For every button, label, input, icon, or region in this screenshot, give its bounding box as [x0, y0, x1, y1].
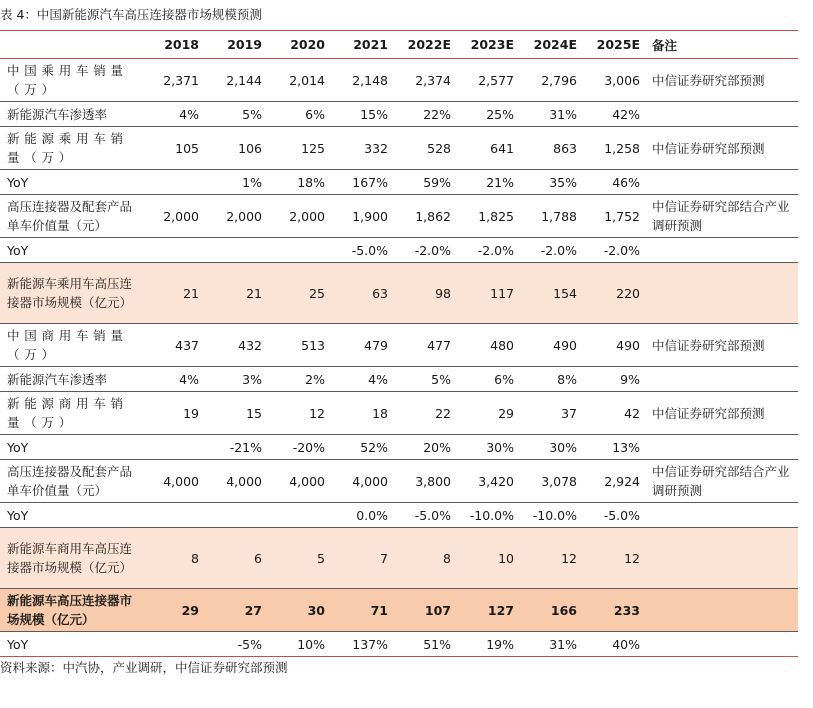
- value-cell: [203, 503, 266, 528]
- table-row: [0, 263, 798, 324]
- column-header: [0, 31, 140, 59]
- value-cell: 1,258: [581, 127, 644, 170]
- value-cell: 477: [392, 324, 455, 367]
- value-cell: 2,000: [203, 195, 266, 238]
- value-cell: 35%: [518, 170, 581, 195]
- value-cell: 15%: [329, 102, 392, 127]
- value-cell: 863: [518, 127, 581, 170]
- value-cell: 22%: [392, 102, 455, 127]
- table-row: [0, 589, 798, 632]
- value-cell: 1,788: [518, 195, 581, 238]
- row-label: 新能源乘用车销量（万）: [0, 127, 140, 170]
- column-header: 备注: [644, 31, 798, 59]
- value-cell: 233: [581, 589, 644, 632]
- value-cell: 46%: [581, 170, 644, 195]
- value-cell: -21%: [203, 435, 266, 460]
- value-cell: 8: [140, 528, 203, 589]
- value-cell: 2,000: [266, 195, 329, 238]
- value-cell: 59%: [392, 170, 455, 195]
- value-cell: 52%: [329, 435, 392, 460]
- table-caption: 表 4：中国新能源汽车高压连接器市场规模预测: [0, 7, 262, 22]
- value-cell: 4%: [140, 102, 203, 127]
- value-cell: 2,000: [140, 195, 203, 238]
- value-cell: 1%: [203, 170, 266, 195]
- row-label: 新能源汽车渗透率: [0, 367, 140, 392]
- value-cell: 479: [329, 324, 392, 367]
- value-cell: 3,006: [581, 59, 644, 102]
- value-cell: 31%: [518, 102, 581, 127]
- value-cell: 528: [392, 127, 455, 170]
- value-cell: 2,796: [518, 59, 581, 102]
- column-header: 2024E: [518, 31, 581, 59]
- value-cell: 30%: [518, 435, 581, 460]
- value-cell: [140, 170, 203, 195]
- row-label: YoY: [0, 170, 140, 195]
- value-cell: 22: [392, 392, 455, 435]
- row-label: YoY: [0, 238, 140, 263]
- value-cell: 19%: [455, 632, 518, 657]
- value-cell: -2.0%: [518, 238, 581, 263]
- value-cell: 13%: [581, 435, 644, 460]
- value-cell: 20%: [392, 435, 455, 460]
- value-cell: 2,924: [581, 460, 644, 503]
- value-cell: -20%: [266, 435, 329, 460]
- value-cell: 9%: [581, 367, 644, 392]
- value-cell: 437: [140, 324, 203, 367]
- row-label: 新能源车商用车高压连接器市场规模（亿元）: [0, 528, 140, 589]
- value-cell: 4,000: [203, 460, 266, 503]
- value-cell: 37: [518, 392, 581, 435]
- row-label: 中国商用车销量（万）: [0, 324, 140, 367]
- value-cell: 31%: [518, 632, 581, 657]
- remark-cell: 中信证券研究部预测: [644, 59, 798, 102]
- value-cell: 5%: [392, 367, 455, 392]
- value-cell: 1,752: [581, 195, 644, 238]
- remark-cell: [644, 528, 798, 589]
- value-cell: 2,148: [329, 59, 392, 102]
- value-cell: [140, 503, 203, 528]
- table-row: [0, 435, 798, 460]
- table-row: [0, 367, 798, 392]
- table-row: [0, 324, 798, 367]
- value-cell: 117: [455, 263, 518, 324]
- table-row: [0, 170, 798, 195]
- value-cell: 2,577: [455, 59, 518, 102]
- value-cell: 166: [518, 589, 581, 632]
- value-cell: 105: [140, 127, 203, 170]
- value-cell: 4,000: [266, 460, 329, 503]
- value-cell: 332: [329, 127, 392, 170]
- value-cell: 18: [329, 392, 392, 435]
- value-cell: 51%: [392, 632, 455, 657]
- value-cell: -5%: [203, 632, 266, 657]
- column-header: 2020: [266, 31, 329, 59]
- value-cell: 106: [203, 127, 266, 170]
- value-cell: 21: [203, 263, 266, 324]
- value-cell: 40%: [581, 632, 644, 657]
- remark-cell: [644, 238, 798, 263]
- value-cell: -2.0%: [455, 238, 518, 263]
- remark-cell: [644, 170, 798, 195]
- value-cell: -10.0%: [518, 503, 581, 528]
- row-label: 新能源商用车销量（万）: [0, 392, 140, 435]
- value-cell: 490: [518, 324, 581, 367]
- value-cell: 8: [392, 528, 455, 589]
- value-cell: 5: [266, 528, 329, 589]
- value-cell: 63: [329, 263, 392, 324]
- value-cell: 641: [455, 127, 518, 170]
- remark-cell: [644, 367, 798, 392]
- column-header: 2023E: [455, 31, 518, 59]
- value-cell: 6%: [455, 367, 518, 392]
- value-cell: 15: [203, 392, 266, 435]
- value-cell: 127: [455, 589, 518, 632]
- value-cell: 2,371: [140, 59, 203, 102]
- value-cell: 480: [455, 324, 518, 367]
- column-header: 2018: [140, 31, 203, 59]
- row-label: 新能源车高压连接器市场规模（亿元）: [0, 589, 140, 632]
- table-row: [0, 460, 798, 503]
- value-cell: 10: [455, 528, 518, 589]
- value-cell: 10%: [266, 632, 329, 657]
- value-cell: 1,900: [329, 195, 392, 238]
- value-cell: 4%: [140, 367, 203, 392]
- value-cell: 513: [266, 324, 329, 367]
- table-row: [0, 528, 798, 589]
- table-row: [0, 59, 798, 102]
- value-cell: 5%: [203, 102, 266, 127]
- value-cell: -5.0%: [581, 503, 644, 528]
- remark-cell: 中信证券研究部预测: [644, 324, 798, 367]
- value-cell: 30%: [455, 435, 518, 460]
- value-cell: 1,862: [392, 195, 455, 238]
- value-cell: 125: [266, 127, 329, 170]
- value-cell: 167%: [329, 170, 392, 195]
- value-cell: 432: [203, 324, 266, 367]
- value-cell: 12: [518, 528, 581, 589]
- value-cell: 30: [266, 589, 329, 632]
- value-cell: [266, 238, 329, 263]
- table-row: [0, 503, 798, 528]
- value-cell: 71: [329, 589, 392, 632]
- value-cell: 107: [392, 589, 455, 632]
- value-cell: 220: [581, 263, 644, 324]
- table-row: [0, 238, 798, 263]
- market-forecast-table: [0, 30, 798, 657]
- table-row: [0, 195, 798, 238]
- value-cell: 154: [518, 263, 581, 324]
- remark-cell: [644, 263, 798, 324]
- header-row: [0, 31, 798, 59]
- value-cell: 7: [329, 528, 392, 589]
- value-cell: 4,000: [329, 460, 392, 503]
- column-header: 2019: [203, 31, 266, 59]
- value-cell: 3,078: [518, 460, 581, 503]
- value-cell: [140, 238, 203, 263]
- row-label: YoY: [0, 503, 140, 528]
- value-cell: 29: [140, 589, 203, 632]
- value-cell: 6%: [266, 102, 329, 127]
- value-cell: 21%: [455, 170, 518, 195]
- value-cell: 3%: [203, 367, 266, 392]
- value-cell: 12: [266, 392, 329, 435]
- value-cell: 29: [455, 392, 518, 435]
- value-cell: 490: [581, 324, 644, 367]
- value-cell: 2,144: [203, 59, 266, 102]
- value-cell: -5.0%: [392, 503, 455, 528]
- value-cell: [140, 632, 203, 657]
- value-cell: 27: [203, 589, 266, 632]
- row-label: 新能源汽车渗透率: [0, 102, 140, 127]
- row-label: YoY: [0, 632, 140, 657]
- remark-cell: 中信证券研究部预测: [644, 392, 798, 435]
- value-cell: 21: [140, 263, 203, 324]
- remark-cell: 中信证券研究部预测: [644, 127, 798, 170]
- value-cell: 8%: [518, 367, 581, 392]
- value-cell: 98: [392, 263, 455, 324]
- value-cell: 4,000: [140, 460, 203, 503]
- remark-cell: [644, 102, 798, 127]
- row-label: YoY: [0, 435, 140, 460]
- value-cell: 2,374: [392, 59, 455, 102]
- row-label: 新能源车乘用车高压连接器市场规模（亿元）: [0, 263, 140, 324]
- remark-cell: [644, 589, 798, 632]
- remark-cell: [644, 632, 798, 657]
- row-label: 中国乘用车销量（万）: [0, 59, 140, 102]
- value-cell: -5.0%: [329, 238, 392, 263]
- row-label: 高压连接器及配套产品单车价值量（元）: [0, 460, 140, 503]
- value-cell: [266, 503, 329, 528]
- table-row: [0, 632, 798, 657]
- value-cell: 0.0%: [329, 503, 392, 528]
- value-cell: 42: [581, 392, 644, 435]
- value-cell: 19: [140, 392, 203, 435]
- value-cell: 3,800: [392, 460, 455, 503]
- value-cell: 18%: [266, 170, 329, 195]
- value-cell: -2.0%: [392, 238, 455, 263]
- source-note: 资料来源：中汽协，产业调研，中信证券研究部预测: [0, 660, 288, 675]
- remark-cell: [644, 503, 798, 528]
- value-cell: 4%: [329, 367, 392, 392]
- value-cell: 6: [203, 528, 266, 589]
- column-header: 2022E: [392, 31, 455, 59]
- value-cell: 12: [581, 528, 644, 589]
- table-row: [0, 102, 798, 127]
- column-header: 2025E: [581, 31, 644, 59]
- remark-cell: [644, 435, 798, 460]
- value-cell: 25: [266, 263, 329, 324]
- value-cell: 42%: [581, 102, 644, 127]
- value-cell: 3,420: [455, 460, 518, 503]
- value-cell: 137%: [329, 632, 392, 657]
- value-cell: [203, 238, 266, 263]
- remark-cell: 中信证券研究部结合产业调研预测: [644, 460, 798, 503]
- value-cell: 25%: [455, 102, 518, 127]
- row-label: 高压连接器及配套产品单车价值量（元）: [0, 195, 140, 238]
- value-cell: 2,014: [266, 59, 329, 102]
- table-row: [0, 127, 798, 170]
- value-cell: [140, 435, 203, 460]
- value-cell: -10.0%: [455, 503, 518, 528]
- value-cell: 2%: [266, 367, 329, 392]
- table-row: [0, 392, 798, 435]
- remark-cell: 中信证券研究部结合产业调研预测: [644, 195, 798, 238]
- value-cell: 1,825: [455, 195, 518, 238]
- value-cell: -2.0%: [581, 238, 644, 263]
- column-header: 2021: [329, 31, 392, 59]
